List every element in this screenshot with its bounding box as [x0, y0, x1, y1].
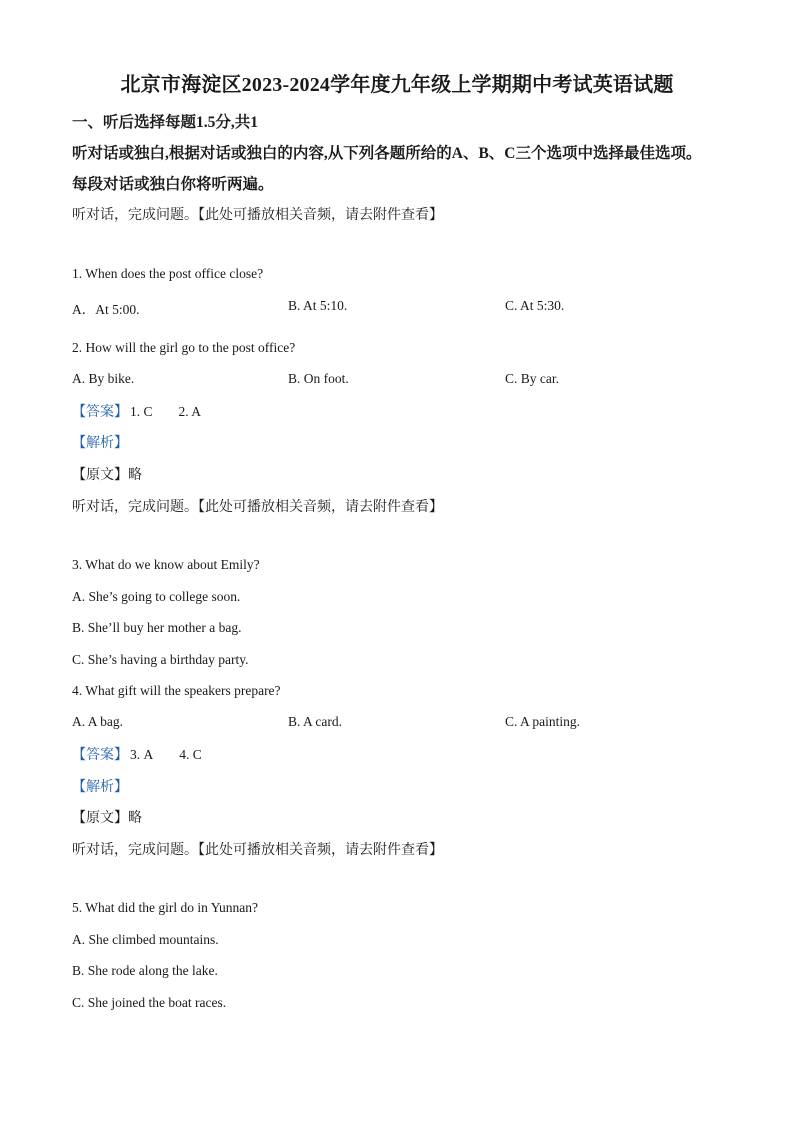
listening-prompt-3: 听对话，完成问题。【此处可播放相关音频，请去附件查看】: [72, 842, 443, 858]
analysis-line-1: [72, 432, 128, 452]
answer-value: 3. A: [130, 747, 154, 762]
q2-option-c: C. By car.: [505, 371, 559, 386]
q2-option-b: B. On foot.: [288, 371, 349, 386]
question-3: 3. What do we know about Emily?: [72, 557, 260, 572]
instruction-line-1: 听对话或独白,根据对话或独白的内容,从下列各题所给的A、B、C三个选项中选择最佳选项。: [72, 145, 702, 162]
question-5: 5. What did the girl do in Yunnan?: [72, 900, 258, 915]
q3-option-a: A. She’s going to college soon.: [72, 589, 241, 604]
q4-option-b: B. A card.: [288, 714, 342, 729]
answer-tag: 【答案】: [72, 404, 128, 420]
q1-option-a: A．At 5:00.: [72, 302, 140, 317]
q4-option-c: C. A painting.: [505, 714, 581, 729]
q1-option-b: B. At 5:10.: [288, 298, 348, 313]
original-tag: 【原文】: [72, 467, 128, 483]
question-1: 1. When does the post office close?: [72, 266, 264, 281]
q1-option-c: C. At 5:30.: [505, 298, 565, 313]
q3-option-c: C. She’s having a birthday party.: [72, 652, 249, 667]
answer-value: 1. C: [130, 404, 153, 419]
question-4: 4. What gift will the speakers prepare?: [72, 683, 281, 698]
answer-line-1: [72, 401, 201, 421]
listening-prompt-1: 听对话，完成问题。【此处可播放相关音频，请去附件查看】: [72, 207, 443, 223]
original-text: 略: [128, 810, 142, 826]
analysis-line-2: [72, 776, 128, 796]
q2-option-a: A. By bike.: [72, 371, 135, 386]
original-text: 略: [128, 467, 142, 483]
analysis-tag: 【解析】: [72, 435, 128, 451]
original-tag: 【原文】: [72, 810, 128, 826]
analysis-tag: 【解析】: [72, 779, 128, 795]
answer-value: 4. C: [179, 747, 202, 762]
original-line-1: [72, 464, 142, 484]
page-title: 北京市海淀区2023-2024学年度九年级上学期期中考试英语试题: [120, 74, 674, 96]
answer-tag: 【答案】: [72, 747, 128, 763]
listening-prompt-2: 听对话，完成问题。【此处可播放相关音频，请去附件查看】: [72, 499, 443, 515]
instruction-line-2: 每段对话或独白你将听两遍。: [72, 176, 274, 193]
answer-value: 2. A: [178, 404, 202, 419]
q5-option-c: C. She joined the boat races.: [72, 995, 227, 1010]
q5-option-b: B. She rode along the lake.: [72, 963, 218, 978]
q4-option-a: A. A bag.: [72, 714, 124, 729]
original-line-2: [72, 807, 142, 827]
answer-line-2: [72, 744, 202, 764]
q5-option-a: A. She climbed mountains.: [72, 932, 219, 947]
question-2: 2. How will the girl go to the post office?: [72, 340, 296, 355]
section-heading: 一、听后选择每题1.5分,共1: [72, 114, 259, 131]
q3-option-b: B. She’ll buy her mother a bag.: [72, 620, 242, 635]
